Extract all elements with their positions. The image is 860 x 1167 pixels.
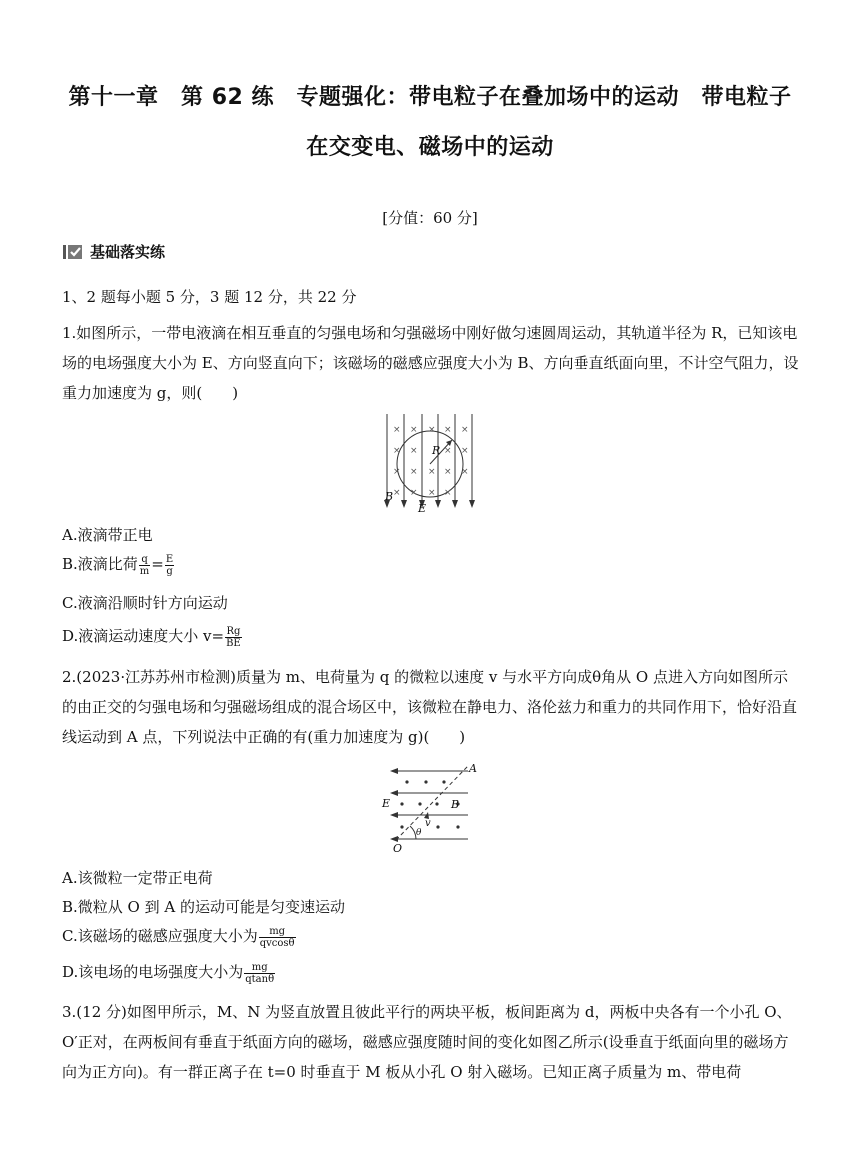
q2-option-c: C.该磁场的磁感应强度大小为 $\frac{mg}{qvcos\theta}$ xyxy=(62,925,295,949)
svg-text:×: × xyxy=(461,467,469,477)
q2-source-link: 江苏苏州市检测 xyxy=(125,668,231,686)
svg-text:×: × xyxy=(393,446,401,456)
section-header xyxy=(62,241,165,262)
section-label: 基础落实练 xyxy=(90,243,166,261)
q2-label-b: B xyxy=(451,798,460,811)
q2-option-d: D.该电场的电场强度大小为 $\frac{mg}{qtan\theta}$ xyxy=(62,961,275,985)
svg-text:×: × xyxy=(444,425,452,435)
q1-option-a: A.液滴带正电 xyxy=(62,526,153,544)
page-title-line-1: 第十一章 第 62 练 专题强化：带电粒子在叠加场中的运动 带电粒子 xyxy=(68,85,792,110)
svg-text:×: × xyxy=(428,488,436,498)
q2-option-a: A.该微粒一定带正电荷 xyxy=(62,869,213,887)
q2-label-a: A xyxy=(469,762,477,775)
q2-label-v: v xyxy=(425,818,431,829)
q2-label-theta: θ xyxy=(416,828,422,838)
q1-option-d: D.液滴运动速度大小 v= $\frac{Rg}{BE}$ xyxy=(62,625,241,649)
q3-stem: 3.(12 分)如图甲所示，M、N 为竖直放置且彼此平行的两块平板，板间距离为 d，两板中央各有一个小孔 O、O′正对，在两板间有垂直于纸面方向的磁场，磁感应强度随时间的变化如图乙所示(设垂直于纸面向里的磁场方向为正方向)。有一群正离子在 t=0 时垂直于 M 板从小孔 O 射入磁场。已知正离子质量为 m、带电荷 xyxy=(62,1003,792,1081)
svg-text:×: × xyxy=(428,425,436,435)
svg-text:×: × xyxy=(393,467,401,477)
svg-text:×: × xyxy=(444,446,452,456)
svg-text:×: × xyxy=(393,425,401,435)
svg-text:×: × xyxy=(410,446,418,456)
svg-text:×: × xyxy=(410,467,418,477)
svg-text:×: × xyxy=(461,425,469,435)
svg-text:×: × xyxy=(444,488,452,498)
q2-figure xyxy=(380,762,490,854)
q1-figure xyxy=(380,412,480,516)
svg-text:×: × xyxy=(410,425,418,435)
q2-label-o: O xyxy=(393,842,403,854)
q1-label-r: R xyxy=(432,444,441,457)
checklist-icon xyxy=(62,243,84,261)
q2-option-b: B.微粒从 O 到 A 的运动可能是匀变速运动 xyxy=(62,898,345,916)
q2-label-e: E xyxy=(382,797,391,810)
svg-text:×: × xyxy=(461,446,469,456)
score-value: [分值：60 分] xyxy=(382,209,478,227)
q2-stem: 2.(2023·江苏苏州市检测)质量为 m、电荷量为 q 的微粒以速度 v 与水平方向成θ角从 O 点进入方向如图所示的由正交的匀强电场和匀强磁场组成的混合场区中，该微粒在静电力、洛伦兹力和重力的共同作用下，恰好沿直线运动到 A 点，下列说法中正确的有(重力加速度为 g)( ) xyxy=(62,668,798,746)
q1-option-c: C.液滴沿顺时针方向运动 xyxy=(62,594,228,612)
svg-text:×: × xyxy=(444,467,452,477)
svg-text:×: × xyxy=(428,467,436,477)
svg-text:×: × xyxy=(410,488,418,498)
q1-stem: 1.如图所示，一带电液滴在相互垂直的匀强电场和匀强磁场中刚好做匀速圆周运动，其轨道半径为 R，已知该电场的电场强度大小为 E、方向竖直向下；该磁场的磁感应强度大小为 B、方向垂直纸面向里，不计空气阻力，设重力加速度为 g，则( ) xyxy=(62,324,799,402)
q1-label-e: E xyxy=(418,502,427,515)
scoring-rule: 1、2 题每小题 5 分，3 题 12 分，共 22 分 xyxy=(62,288,357,306)
q1-label-b: B xyxy=(385,490,394,503)
svg-text:×: × xyxy=(393,488,401,498)
q1-option-b: B.液滴比荷 $\frac{q}{m}$ = $\frac{E}{g}$ xyxy=(62,553,174,577)
page-title-line-2: 在交变电、磁场中的运动 xyxy=(306,135,554,160)
